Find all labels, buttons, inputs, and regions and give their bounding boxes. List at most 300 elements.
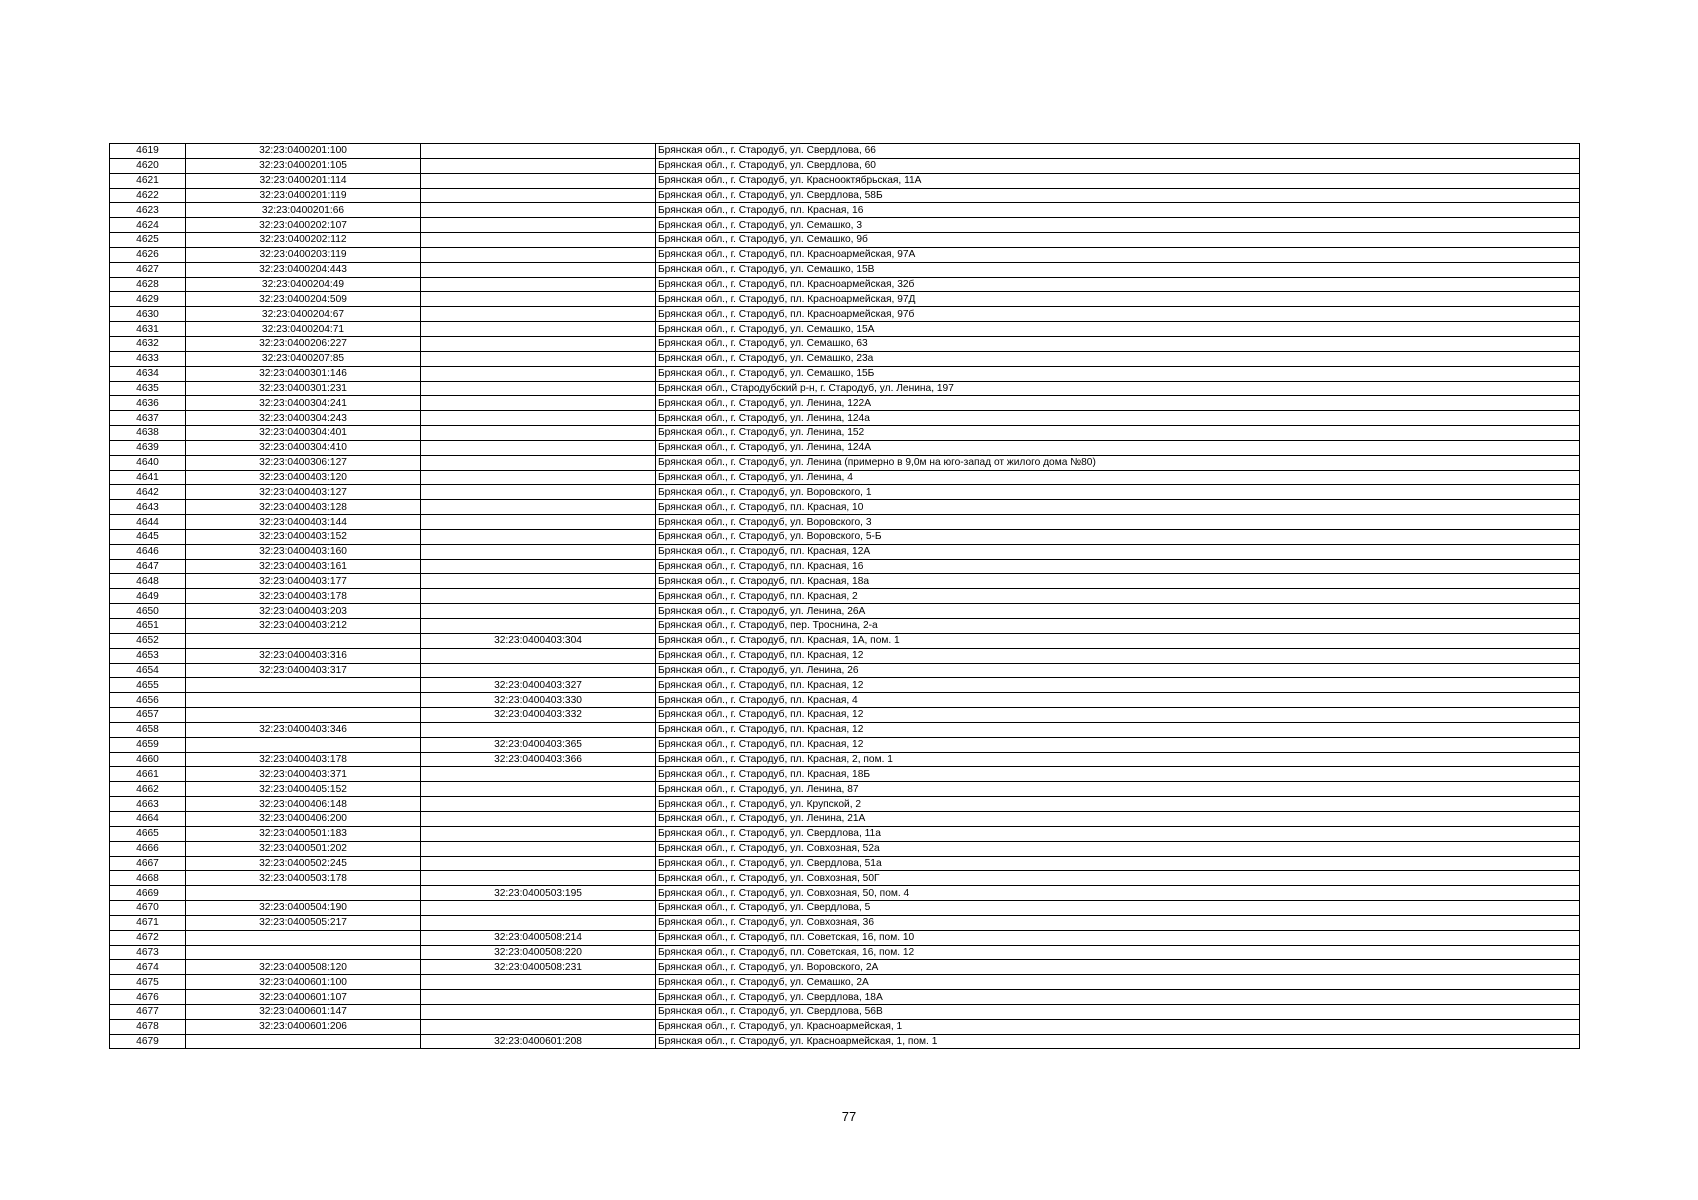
address-cell: Брянская обл., г. Стародуб, ул. Свердлова, 60 [656,158,1580,173]
table-row [110,1004,1580,1019]
premises-cadastral-number-cell [421,396,656,411]
address-cell: Брянская обл., г. Стародуб, ул. Семашко, 9б [656,233,1580,248]
table-row [110,233,1580,248]
premises-cadastral-number-cell [421,307,656,322]
row-number-cell: 4671 [110,915,186,930]
table-row [110,411,1580,426]
table-row [110,470,1580,485]
address-cell: Брянская обл., г. Стародуб, ул. Свердлова, 18А [656,990,1580,1005]
row-number-cell: 4677 [110,1004,186,1019]
address-cell: Брянская обл., г. Стародуб, ул. Ленина, 124а [656,411,1580,426]
row-number-cell: 4631 [110,322,186,337]
land-cadastral-number-cell: 32:23:0400406:200 [186,811,421,826]
premises-cadastral-number-cell [421,218,656,233]
address-cell: Брянская обл., г. Стародуб, пл. Красная, 12 [656,678,1580,693]
land-cadastral-number-cell: 32:23:0400301:146 [186,366,421,381]
land-cadastral-number-cell: 32:23:0400403:120 [186,470,421,485]
address-cell: Брянская обл., г. Стародуб, ул. Ленина, 152 [656,426,1580,441]
land-cadastral-number-cell [186,1034,421,1049]
table-row [110,797,1580,812]
address-cell: Брянская обл., г. Стародуб, пл. Советская, 16, пом. 10 [656,930,1580,945]
row-number-cell: 4675 [110,975,186,990]
row-number-cell: 4670 [110,901,186,916]
land-cadastral-number-cell: 32:23:0400204:71 [186,322,421,337]
row-number-cell: 4667 [110,856,186,871]
address-cell: Брянская обл., г. Стародуб, ул. Ленина, 26 [656,663,1580,678]
table-row [110,500,1580,515]
table-row [110,663,1580,678]
land-cadastral-number-cell: 32:23:0400403:152 [186,529,421,544]
address-cell: Брянская обл., г. Стародуб, пл. Красноармейская, 97А [656,247,1580,262]
premises-cadastral-number-cell [421,500,656,515]
premises-cadastral-number-cell [421,440,656,455]
address-cell: Брянская обл., г. Стародуб, ул. Ленина, 21А [656,811,1580,826]
land-cadastral-number-cell: 32:23:0400601:206 [186,1019,421,1034]
land-cadastral-number-cell: 32:23:0400403:316 [186,648,421,663]
address-cell: Брянская обл., г. Стародуб, ул. Свердлова, 11а [656,826,1580,841]
row-number-cell: 4676 [110,990,186,1005]
row-number-cell: 4621 [110,173,186,188]
address-cell: Брянская обл., г. Стародуб, ул. Совхозная, 52а [656,841,1580,856]
row-number-cell: 4658 [110,722,186,737]
premises-cadastral-number-cell [421,529,656,544]
land-cadastral-number-cell: 32:23:0400403:178 [186,589,421,604]
land-cadastral-number-cell: 32:23:0400206:227 [186,336,421,351]
premises-cadastral-number-cell [421,990,656,1005]
land-cadastral-number-cell: 32:23:0400201:114 [186,173,421,188]
land-cadastral-number-cell: 32:23:0400403:178 [186,752,421,767]
table-row [110,144,1580,159]
table-row [110,886,1580,901]
premises-cadastral-number-cell [421,233,656,248]
table-row [110,648,1580,663]
table-row [110,574,1580,589]
address-cell: Брянская обл., г. Стародуб, ул. Ленина, 26А [656,604,1580,619]
premises-cadastral-number-cell [421,277,656,292]
premises-cadastral-number-cell: 32:23:0400403:304 [421,633,656,648]
property-table-container [109,143,1579,1049]
premises-cadastral-number-cell [421,559,656,574]
premises-cadastral-number-cell [421,841,656,856]
property-table [109,143,1580,1049]
premises-cadastral-number-cell [421,203,656,218]
land-cadastral-number-cell: 32:23:0400403:144 [186,515,421,530]
row-number-cell: 4623 [110,203,186,218]
land-cadastral-number-cell: 32:23:0400403:160 [186,544,421,559]
premises-cadastral-number-cell [421,351,656,366]
premises-cadastral-number-cell [421,589,656,604]
address-cell: Брянская обл., г. Стародуб, ул. Краснооктябрьская, 11А [656,173,1580,188]
table-row [110,218,1580,233]
land-cadastral-number-cell: 32:23:0400207:85 [186,351,421,366]
premises-cadastral-number-cell [421,411,656,426]
row-number-cell: 4649 [110,589,186,604]
premises-cadastral-number-cell [421,262,656,277]
premises-cadastral-number-cell: 32:23:0400508:214 [421,930,656,945]
table-row [110,559,1580,574]
land-cadastral-number-cell [186,678,421,693]
address-cell: Брянская обл., г. Стародуб, ул. Ленина, 124А [656,440,1580,455]
row-number-cell: 4624 [110,218,186,233]
table-row [110,515,1580,530]
table-row [110,960,1580,975]
address-cell: Брянская обл., г. Стародуб, пл. Красноармейская, 97Д [656,292,1580,307]
land-cadastral-number-cell: 32:23:0400403:128 [186,500,421,515]
table-row [110,915,1580,930]
premises-cadastral-number-cell [421,515,656,530]
premises-cadastral-number-cell [421,648,656,663]
row-number-cell: 4632 [110,336,186,351]
address-cell: Брянская обл., г. Стародуб, ул. Ленина, 4 [656,470,1580,485]
land-cadastral-number-cell: 32:23:0400202:112 [186,233,421,248]
address-cell: Брянская обл., г. Стародуб, ул. Свердлова, 5 [656,901,1580,916]
table-row [110,901,1580,916]
premises-cadastral-number-cell [421,144,656,159]
land-cadastral-number-cell [186,708,421,723]
row-number-cell: 4650 [110,604,186,619]
table-row [110,381,1580,396]
table-row [110,767,1580,782]
land-cadastral-number-cell [186,633,421,648]
row-number-cell: 4662 [110,782,186,797]
address-cell: Брянская обл., г. Стародуб, пл. Красная, 16 [656,203,1580,218]
premises-cadastral-number-cell [421,381,656,396]
page-number: 77 [841,1109,857,1124]
land-cadastral-number-cell: 32:23:0400204:67 [186,307,421,322]
table-row [110,782,1580,797]
land-cadastral-number-cell: 32:23:0400304:241 [186,396,421,411]
address-cell: Брянская обл., г. Стародуб, ул. Свердлова, 58Б [656,188,1580,203]
address-cell: Брянская обл., г. Стародуб, пл. Красная, 12 [656,708,1580,723]
table-row [110,188,1580,203]
premises-cadastral-number-cell [421,470,656,485]
table-row [110,871,1580,886]
row-number-cell: 4655 [110,678,186,693]
address-cell: Брянская обл., г. Стародуб, ул. Семашко, 3 [656,218,1580,233]
row-number-cell: 4629 [110,292,186,307]
row-number-cell: 4661 [110,767,186,782]
land-cadastral-number-cell: 32:23:0400204:49 [186,277,421,292]
land-cadastral-number-cell: 32:23:0400508:120 [186,960,421,975]
address-cell: Брянская обл., г. Стародуб, пл. Красноармейская, 97б [656,307,1580,322]
table-row [110,277,1580,292]
premises-cadastral-number-cell [421,247,656,262]
row-number-cell: 4641 [110,470,186,485]
land-cadastral-number-cell: 32:23:0400504:190 [186,901,421,916]
premises-cadastral-number-cell [421,485,656,500]
table-row [110,1034,1580,1049]
address-cell: Брянская обл., г. Стародуб, пл. Красная, 10 [656,500,1580,515]
address-cell: Брянская обл., г. Стародуб, ул. Свердлова, 66 [656,144,1580,159]
address-cell: Брянская обл., г. Стародуб, ул. Совхозная, 36 [656,915,1580,930]
land-cadastral-number-cell: 32:23:0400304:410 [186,440,421,455]
address-cell: Брянская обл., г. Стародуб, пл. Красная, 2 [656,589,1580,604]
premises-cadastral-number-cell: 32:23:0400508:231 [421,960,656,975]
row-number-cell: 4674 [110,960,186,975]
premises-cadastral-number-cell [421,975,656,990]
land-cadastral-number-cell: 32:23:0400403:317 [186,663,421,678]
land-cadastral-number-cell: 32:23:0400304:401 [186,426,421,441]
premises-cadastral-number-cell [421,663,656,678]
row-number-cell: 4635 [110,381,186,396]
table-row [110,678,1580,693]
land-cadastral-number-cell: 32:23:0400406:148 [186,797,421,812]
row-number-cell: 4637 [110,411,186,426]
row-number-cell: 4645 [110,529,186,544]
table-row [110,396,1580,411]
premises-cadastral-number-cell [421,336,656,351]
table-row [110,990,1580,1005]
row-number-cell: 4653 [110,648,186,663]
table-row [110,752,1580,767]
table-row [110,158,1580,173]
table-row [110,1019,1580,1034]
table-row [110,529,1580,544]
table-row [110,173,1580,188]
land-cadastral-number-cell: 32:23:0400601:100 [186,975,421,990]
premises-cadastral-number-cell [421,619,656,634]
row-number-cell: 4639 [110,440,186,455]
land-cadastral-number-cell [186,886,421,901]
row-number-cell: 4659 [110,737,186,752]
table-row [110,262,1580,277]
land-cadastral-number-cell: 32:23:0400306:127 [186,455,421,470]
table-row [110,826,1580,841]
row-number-cell: 4672 [110,930,186,945]
premises-cadastral-number-cell: 32:23:0400403:332 [421,708,656,723]
address-cell: Брянская обл., г. Стародуб, ул. Ленина, 122А [656,396,1580,411]
row-number-cell: 4666 [110,841,186,856]
address-cell: Брянская обл., г. Стародуб, ул. Ленина, 87 [656,782,1580,797]
address-cell: Брянская обл., г. Стародуб, ул. Совхозная, 50Г [656,871,1580,886]
premises-cadastral-number-cell [421,901,656,916]
table-row [110,203,1580,218]
land-cadastral-number-cell: 32:23:0400201:100 [186,144,421,159]
row-number-cell: 4643 [110,500,186,515]
table-row [110,856,1580,871]
land-cadastral-number-cell: 32:23:0400503:178 [186,871,421,886]
premises-cadastral-number-cell [421,455,656,470]
table-row [110,247,1580,262]
address-cell: Брянская обл., г. Стародуб, ул. Семашко, 15В [656,262,1580,277]
row-number-cell: 4654 [110,663,186,678]
row-number-cell: 4638 [110,426,186,441]
table-row [110,841,1580,856]
row-number-cell: 4678 [110,1019,186,1034]
land-cadastral-number-cell: 32:23:0400403:371 [186,767,421,782]
premises-cadastral-number-cell [421,574,656,589]
land-cadastral-number-cell: 32:23:0400403:161 [186,559,421,574]
row-number-cell: 4663 [110,797,186,812]
land-cadastral-number-cell: 32:23:0400203:119 [186,247,421,262]
row-number-cell: 4660 [110,752,186,767]
row-number-cell: 4664 [110,811,186,826]
table-row [110,455,1580,470]
table-row [110,351,1580,366]
row-number-cell: 4668 [110,871,186,886]
address-cell: Брянская обл., г. Стародуб, пл. Красная, 12А [656,544,1580,559]
address-cell: Брянская обл., г. Стародуб, пл. Советская, 16, пом. 12 [656,945,1580,960]
address-cell: Брянская обл., г. Стародуб, пл. Красная, 12 [656,648,1580,663]
premises-cadastral-number-cell [421,767,656,782]
land-cadastral-number-cell: 32:23:0400204:509 [186,292,421,307]
address-cell: Брянская обл., г. Стародуб, пл. Красная, 1А, пом. 1 [656,633,1580,648]
row-number-cell: 4620 [110,158,186,173]
address-cell: Брянская обл., г. Стародуб, пл. Красная, 18Б [656,767,1580,782]
row-number-cell: 4627 [110,262,186,277]
land-cadastral-number-cell: 32:23:0400501:202 [186,841,421,856]
table-row [110,693,1580,708]
land-cadastral-number-cell: 32:23:0400204:443 [186,262,421,277]
land-cadastral-number-cell [186,945,421,960]
table-row [110,722,1580,737]
address-cell: Брянская обл., г. Стародуб, ул. Воровского, 3 [656,515,1580,530]
row-number-cell: 4669 [110,886,186,901]
property-table-body [110,144,1580,1049]
premises-cadastral-number-cell: 32:23:0400403:366 [421,752,656,767]
table-row [110,737,1580,752]
address-cell: Брянская обл., г. Стародуб, пл. Красная, 4 [656,693,1580,708]
row-number-cell: 4648 [110,574,186,589]
premises-cadastral-number-cell [421,426,656,441]
address-cell: Брянская обл., г. Стародуб, ул. Семашко, 15Б [656,366,1580,381]
land-cadastral-number-cell: 32:23:0400502:245 [186,856,421,871]
premises-cadastral-number-cell [421,871,656,886]
premises-cadastral-number-cell: 32:23:0400508:220 [421,945,656,960]
land-cadastral-number-cell: 32:23:0400405:152 [186,782,421,797]
address-cell: Брянская обл., г. Стародуб, пер. Троснина, 2-а [656,619,1580,634]
address-cell: Брянская обл., г. Стародуб, пл. Красная, 12 [656,722,1580,737]
row-number-cell: 4633 [110,351,186,366]
table-row [110,544,1580,559]
row-number-cell: 4656 [110,693,186,708]
address-cell: Брянская обл., г. Стародуб, ул. Крупской, 2 [656,797,1580,812]
table-row [110,440,1580,455]
land-cadastral-number-cell: 32:23:0400304:243 [186,411,421,426]
row-number-cell: 4628 [110,277,186,292]
address-cell: Брянская обл., г. Стародуб, ул. Семашко, 15А [656,322,1580,337]
land-cadastral-number-cell: 32:23:0400403:346 [186,722,421,737]
premises-cadastral-number-cell [421,856,656,871]
row-number-cell: 4640 [110,455,186,470]
premises-cadastral-number-cell [421,292,656,307]
row-number-cell: 4646 [110,544,186,559]
land-cadastral-number-cell: 32:23:0400202:107 [186,218,421,233]
premises-cadastral-number-cell [421,915,656,930]
table-row [110,811,1580,826]
row-number-cell: 4642 [110,485,186,500]
table-row [110,426,1580,441]
premises-cadastral-number-cell [421,782,656,797]
land-cadastral-number-cell: 32:23:0400201:119 [186,188,421,203]
land-cadastral-number-cell: 32:23:0400601:147 [186,1004,421,1019]
address-cell: Брянская обл., г. Стародуб, ул. Красноармейская, 1, пом. 1 [656,1034,1580,1049]
premises-cadastral-number-cell: 32:23:0400503:195 [421,886,656,901]
row-number-cell: 4636 [110,396,186,411]
table-row [110,945,1580,960]
land-cadastral-number-cell: 32:23:0400403:127 [186,485,421,500]
land-cadastral-number-cell: 32:23:0400403:177 [186,574,421,589]
premises-cadastral-number-cell: 32:23:0400403:330 [421,693,656,708]
premises-cadastral-number-cell [421,188,656,203]
address-cell: Брянская обл., г. Стародуб, пл. Красная, 2, пом. 1 [656,752,1580,767]
table-row [110,619,1580,634]
address-cell: Брянская обл., Стародубский р-н, г. Стародуб, ул. Ленина, 197 [656,381,1580,396]
table-row [110,336,1580,351]
address-cell: Брянская обл., г. Стародуб, ул. Ленина (примерно в 9,0м на юго-запад от жилого дома №80) [656,455,1580,470]
premises-cadastral-number-cell [421,1004,656,1019]
address-cell: Брянская обл., г. Стародуб, ул. Свердлова, 56В [656,1004,1580,1019]
address-cell: Брянская обл., г. Стародуб, ул. Семашко, 63 [656,336,1580,351]
land-cadastral-number-cell: 32:23:0400201:66 [186,203,421,218]
address-cell: Брянская обл., г. Стародуб, ул. Совхозная, 50, пом. 4 [656,886,1580,901]
premises-cadastral-number-cell: 32:23:0400601:208 [421,1034,656,1049]
table-row [110,322,1580,337]
address-cell: Брянская обл., г. Стародуб, ул. Красноармейская, 1 [656,1019,1580,1034]
address-cell: Брянская обл., г. Стародуб, ул. Семашко, 2А [656,975,1580,990]
premises-cadastral-number-cell [421,173,656,188]
address-cell: Брянская обл., г. Стародуб, ул. Воровского, 5-Б [656,529,1580,544]
premises-cadastral-number-cell: 32:23:0400403:365 [421,737,656,752]
table-row [110,708,1580,723]
address-cell: Брянская обл., г. Стародуб, пл. Красная, 16 [656,559,1580,574]
row-number-cell: 4652 [110,633,186,648]
table-row [110,307,1580,322]
land-cadastral-number-cell: 32:23:0400505:217 [186,915,421,930]
table-row [110,589,1580,604]
premises-cadastral-number-cell [421,366,656,381]
premises-cadastral-number-cell [421,811,656,826]
row-number-cell: 4634 [110,366,186,381]
premises-cadastral-number-cell: 32:23:0400403:327 [421,678,656,693]
row-number-cell: 4619 [110,144,186,159]
premises-cadastral-number-cell [421,158,656,173]
land-cadastral-number-cell: 32:23:0400501:183 [186,826,421,841]
row-number-cell: 4626 [110,247,186,262]
row-number-cell: 4644 [110,515,186,530]
address-cell: Брянская обл., г. Стародуб, пл. Красная, 18а [656,574,1580,589]
row-number-cell: 4647 [110,559,186,574]
address-cell: Брянская обл., г. Стародуб, ул. Воровского, 2А [656,960,1580,975]
row-number-cell: 4651 [110,619,186,634]
table-row [110,604,1580,619]
address-cell: Брянская обл., г. Стародуб, пл. Красная, 12 [656,737,1580,752]
table-row [110,485,1580,500]
address-cell: Брянская обл., г. Стародуб, ул. Свердлова, 51а [656,856,1580,871]
premises-cadastral-number-cell [421,322,656,337]
address-cell: Брянская обл., г. Стародуб, ул. Семашко, 23а [656,351,1580,366]
land-cadastral-number-cell: 32:23:0400201:105 [186,158,421,173]
row-number-cell: 4630 [110,307,186,322]
row-number-cell: 4679 [110,1034,186,1049]
address-cell: Брянская обл., г. Стародуб, пл. Красноармейская, 32б [656,277,1580,292]
row-number-cell: 4622 [110,188,186,203]
land-cadastral-number-cell: 32:23:0400403:212 [186,619,421,634]
land-cadastral-number-cell [186,693,421,708]
premises-cadastral-number-cell [421,604,656,619]
premises-cadastral-number-cell [421,544,656,559]
land-cadastral-number-cell: 32:23:0400301:231 [186,381,421,396]
row-number-cell: 4673 [110,945,186,960]
land-cadastral-number-cell: 32:23:0400601:107 [186,990,421,1005]
table-row [110,366,1580,381]
premises-cadastral-number-cell [421,797,656,812]
row-number-cell: 4665 [110,826,186,841]
address-cell: Брянская обл., г. Стародуб, ул. Воровского, 1 [656,485,1580,500]
table-row [110,633,1580,648]
table-row [110,930,1580,945]
table-row [110,975,1580,990]
